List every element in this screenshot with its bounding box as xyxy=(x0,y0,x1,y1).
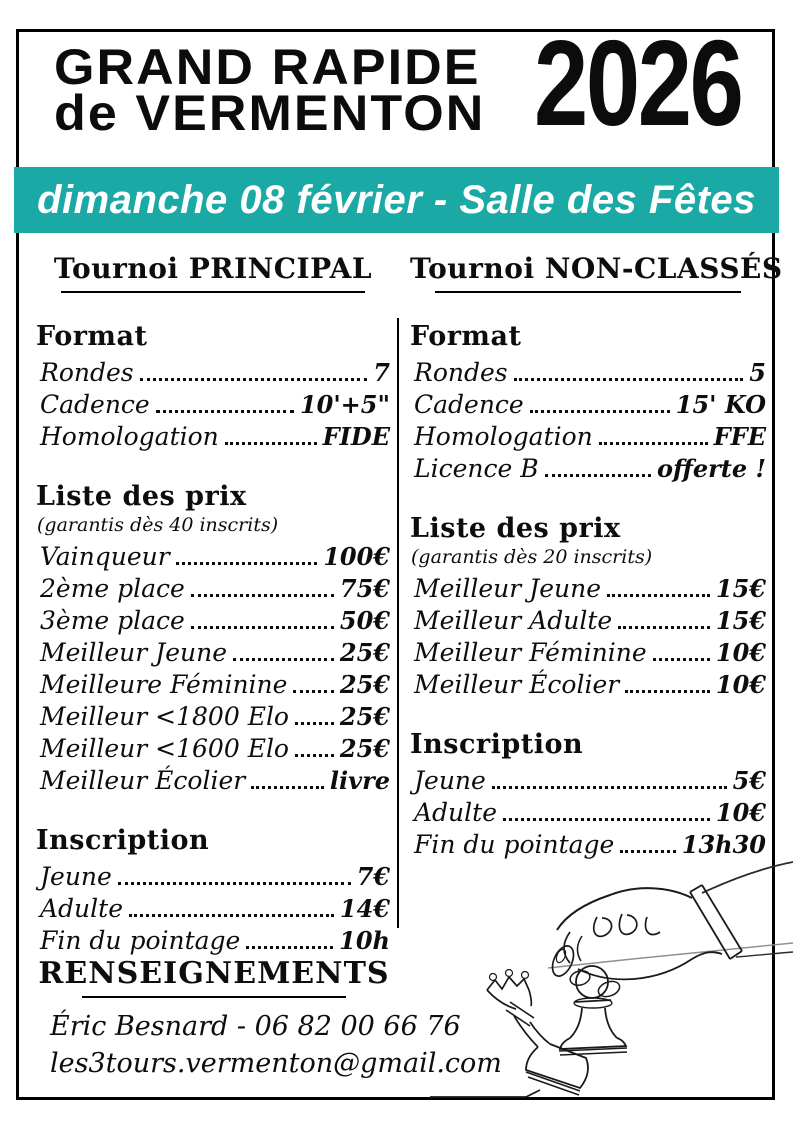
row-value: 10€ xyxy=(715,638,766,667)
section-liste-des-prix xyxy=(410,513,766,701)
column-title: Tournoi NON-CLASSÉS xyxy=(410,252,783,285)
price-row xyxy=(36,605,390,637)
row-label: Cadence xyxy=(414,390,524,419)
dot-leader xyxy=(118,882,351,885)
dot-leader xyxy=(295,722,334,725)
row-label: Jeune xyxy=(414,766,486,795)
price-row xyxy=(36,861,390,893)
dot-leader xyxy=(233,658,334,661)
row-value: 7 xyxy=(373,358,390,387)
dot-leader xyxy=(225,442,317,445)
price-row xyxy=(36,573,390,605)
date-banner-text: dimanche 08 février - Salle des Fêtes xyxy=(37,177,756,222)
price-row xyxy=(36,701,390,733)
price-row xyxy=(36,765,390,797)
row-value: offerte ! xyxy=(656,454,766,483)
dot-leader xyxy=(251,786,324,789)
row-label: 2ème place xyxy=(40,574,185,603)
row-value: 25€ xyxy=(339,734,390,763)
price-row xyxy=(36,357,390,389)
column-title-underline xyxy=(61,291,365,293)
price-row xyxy=(36,389,390,421)
dot-leader xyxy=(140,378,368,381)
row-label: Rondes xyxy=(40,358,134,387)
row-value: 5 xyxy=(749,358,766,387)
title-line-2: de VERMENTON xyxy=(54,85,486,141)
section-subtitle: (garantis dès 40 inscrits) xyxy=(37,514,279,536)
row-value: livre xyxy=(329,766,390,795)
row-value: 13h30 xyxy=(681,830,766,859)
row-label: Meilleur <1800 Elo xyxy=(40,702,289,731)
renseignements-block xyxy=(36,956,502,1082)
price-row xyxy=(410,573,766,605)
row-label: Adulte xyxy=(414,798,497,827)
row-label: Homologation xyxy=(414,422,593,451)
row-value: 25€ xyxy=(339,702,390,731)
dot-leader xyxy=(618,626,710,629)
section-liste-des-prix xyxy=(36,481,390,797)
row-label: Licence B xyxy=(414,454,539,483)
price-row xyxy=(36,669,390,701)
section-subtitle: (garantis dès 20 inscrits) xyxy=(411,546,653,568)
row-value: 15' KO xyxy=(675,390,766,419)
dot-leader xyxy=(599,442,708,445)
price-row xyxy=(36,733,390,765)
price-row xyxy=(410,669,766,701)
price-row xyxy=(36,421,390,453)
contact-phone: Éric Besnard - 06 82 00 66 76 xyxy=(50,1011,461,1042)
section-heading: Inscription xyxy=(410,729,584,760)
price-row xyxy=(410,389,766,421)
row-label: 3ème place xyxy=(40,606,185,635)
dot-leader xyxy=(545,474,651,477)
row-label: Meilleur Jeune xyxy=(40,638,227,667)
price-row xyxy=(410,637,766,669)
dot-leader xyxy=(293,690,333,693)
year-label: 2026 xyxy=(534,15,742,151)
dot-leader xyxy=(156,410,294,413)
row-label: Meilleure Féminine xyxy=(40,670,288,699)
section-heading: Inscription xyxy=(36,825,210,856)
row-label: Meilleur Jeune xyxy=(414,574,601,603)
contact-email: les3tours.vermenton@gmail.com xyxy=(50,1048,502,1079)
row-label: Homologation xyxy=(40,422,219,451)
dot-leader xyxy=(653,658,710,661)
row-value: 10€ xyxy=(715,670,766,699)
row-label: Rondes xyxy=(414,358,508,387)
column-tournoi-principal xyxy=(36,252,390,957)
section-rows xyxy=(36,357,390,453)
row-value: 5€ xyxy=(732,766,766,795)
dot-leader xyxy=(295,754,334,757)
row-value: 15€ xyxy=(715,606,766,635)
row-value: FFE xyxy=(713,422,766,451)
row-value: 7€ xyxy=(356,862,390,891)
section-rows xyxy=(410,573,766,701)
section-heading: Liste des prix xyxy=(36,481,247,512)
row-value: 25€ xyxy=(339,638,390,667)
dot-leader xyxy=(514,378,744,381)
price-row xyxy=(410,357,766,389)
row-value: 75€ xyxy=(339,574,390,603)
price-row xyxy=(410,421,766,453)
section-format xyxy=(410,321,766,485)
price-row xyxy=(36,925,390,957)
price-row xyxy=(410,453,766,485)
dot-leader xyxy=(625,690,710,693)
date-banner xyxy=(14,167,779,233)
dot-leader xyxy=(607,594,710,597)
dot-leader xyxy=(176,562,317,565)
dot-leader xyxy=(191,594,334,597)
row-value: FIDE xyxy=(322,422,390,451)
row-value: 14€ xyxy=(339,894,390,923)
section-format xyxy=(36,321,390,453)
row-value: 15€ xyxy=(715,574,766,603)
price-row xyxy=(410,797,766,829)
column-title-underline xyxy=(435,291,741,293)
price-row xyxy=(36,541,390,573)
row-value: 10€ xyxy=(715,798,766,827)
row-label: Fin du pointage xyxy=(414,830,615,859)
dot-leader xyxy=(191,626,334,629)
row-label: Meilleur Écolier xyxy=(40,766,246,795)
row-label: Cadence xyxy=(40,390,150,419)
poster-title xyxy=(54,39,486,141)
row-value: 50€ xyxy=(339,606,390,635)
section-rows xyxy=(36,861,390,957)
column-tournoi-non-classes xyxy=(410,252,783,861)
dot-leader xyxy=(246,946,333,949)
dot-leader xyxy=(129,914,334,917)
price-row xyxy=(36,893,390,925)
row-label: Vainqueur xyxy=(40,542,170,571)
row-label: Meilleur Adulte xyxy=(414,606,613,635)
row-label: Adulte xyxy=(40,894,123,923)
section-heading: Liste des prix xyxy=(410,513,621,544)
section-heading: Format xyxy=(36,321,148,352)
renseignements-underline xyxy=(82,996,345,998)
title-line-1: GRAND RAPIDE xyxy=(54,39,481,95)
section-inscription xyxy=(36,825,390,957)
section-heading: Format xyxy=(410,321,522,352)
dot-leader xyxy=(492,786,727,789)
row-value: 25€ xyxy=(339,670,390,699)
row-value: 100€ xyxy=(323,542,390,571)
column-title: Tournoi PRINCIPAL xyxy=(53,252,373,285)
section-rows xyxy=(36,541,390,797)
dot-leader xyxy=(530,410,670,413)
column-divider xyxy=(397,318,399,928)
renseignements-heading: RENSEIGNEMENTS xyxy=(38,956,390,991)
row-value: 10'+5" xyxy=(299,390,390,419)
row-label: Meilleur <1600 Elo xyxy=(40,734,289,763)
row-label: Meilleur Écolier xyxy=(414,670,620,699)
price-row xyxy=(36,637,390,669)
price-row xyxy=(410,605,766,637)
row-label: Jeune xyxy=(40,862,112,891)
section-rows xyxy=(410,357,766,485)
chess-hand-illustration xyxy=(430,840,793,1121)
row-label: Fin du pointage xyxy=(40,926,241,955)
row-value: 10h xyxy=(339,926,390,955)
price-row xyxy=(410,765,766,797)
dot-leader xyxy=(503,818,710,821)
row-label: Meilleur Féminine xyxy=(414,638,647,667)
